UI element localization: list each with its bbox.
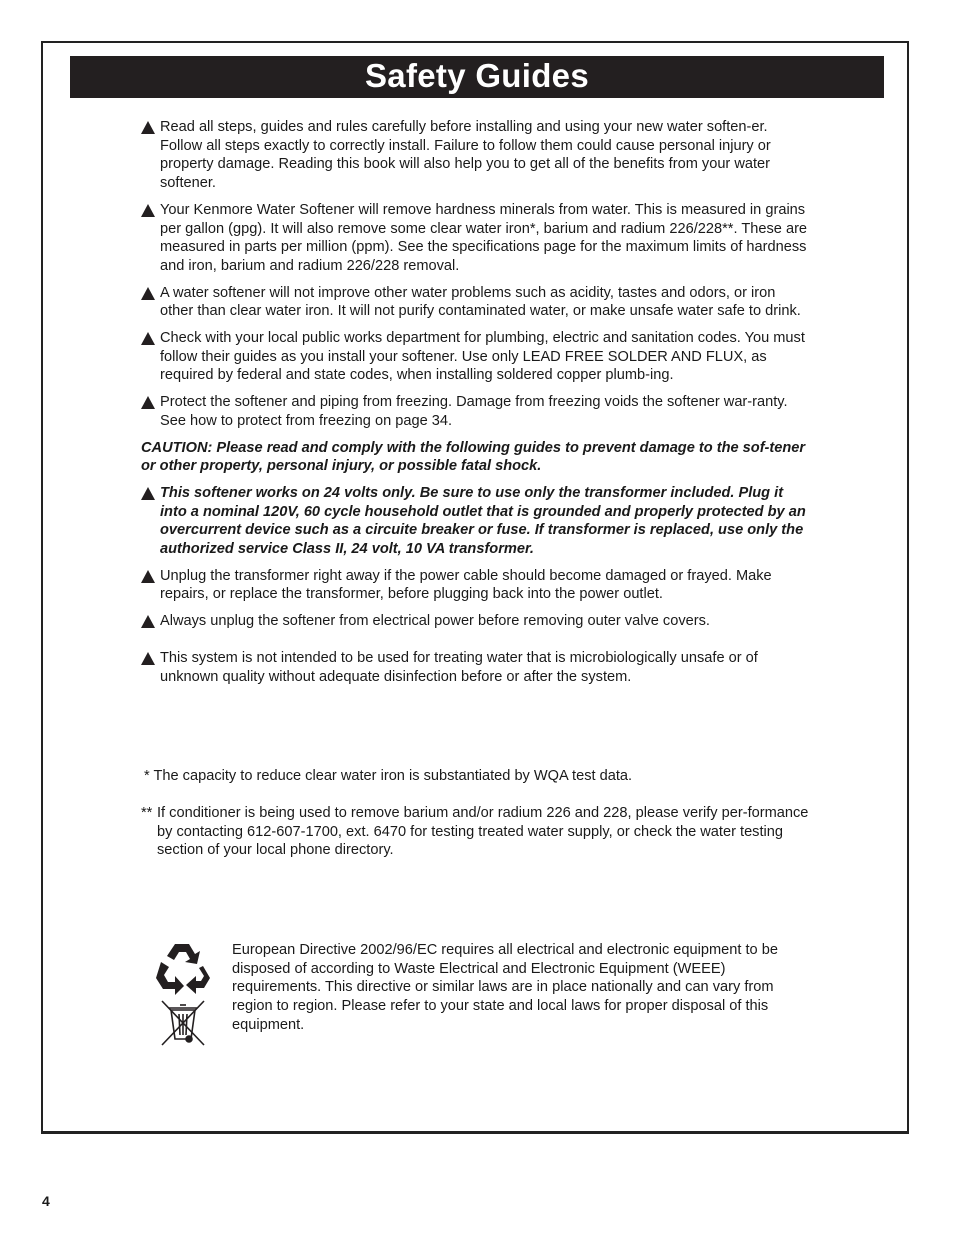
page-number: 4: [42, 1193, 50, 1209]
guide-item: [141, 118, 811, 193]
caution-item: [141, 612, 811, 631]
warning-triangle-icon: [141, 396, 155, 409]
guide-item-text: Protect the softener and piping from freezing. Damage from freezing voids the softener war-ranty. See how to protect from freezing on page 34.: [160, 394, 788, 429]
caution-item-text: Unplug the transformer right away if the power cable should become damaged or frayed. Make repairs, or replace the transformer, before plugging back into the power outlet.: [160, 567, 772, 603]
guide-item-text: Read all steps, guides and rules carefully before installing and using your new water soften-er. Follow all steps exactly to correctly install. Failure to follow them could cause personal injury or property damage. Reading this book will also help you to get all of the benefits from your water softener.: [160, 119, 771, 192]
caution-item: [141, 567, 811, 604]
footnote-marker: **: [141, 805, 153, 821]
guide-item-text: Check with your local public works department for plumbing, electric and sanitation codes. You must follow their guides as you install your softener. Use only LEAD FREE SOLDER AND FLUX, as required by federal and state codes, when installing soldered copper plumb-ing.: [160, 330, 805, 384]
footnote-barium: [141, 804, 811, 860]
page-title: Safety Guides: [70, 56, 884, 98]
guide-item: [141, 329, 811, 385]
warning-triangle-icon: [141, 570, 155, 583]
caution-item: [141, 484, 811, 559]
guide-item-text: A water softener will not improve other water problems such as acidity, tastes and odors, or iron other than clear water iron. It will not purify contaminated water, or make unsafe water safe to drink.: [160, 284, 801, 320]
weee-directive-text: European Directive 2002/96/EC requires all electrical and electronic equipment to be disposed of according to Waste Electrical and Electronic Equipment (WEEE) requirements. This directive or similar laws are in place nationally and can vary from region to region. Please refer to your state and local laws for proper disposal of this equipment.: [232, 942, 778, 1033]
footnote-iron: * The capacity to reduce clear water iron is substantiated by WQA test data.: [144, 768, 633, 784]
warning-triangle-icon: [141, 615, 155, 628]
footnote-barium-text: If conditioner is being used to remove barium and/or radium 226 and 228, please verify per-formance by contacting 612-607-1700, ext. 6470 for testing treated water supply, or check the water testing section of your local phone directory.: [157, 805, 809, 859]
caution-item-text: This system is not intended to be used for treating water that is microbiologically unsafe or of unknown quality without adequate disinfection before or after the system.: [160, 649, 758, 685]
caution-item: [141, 649, 811, 686]
guide-item: [141, 284, 811, 321]
guide-item: [141, 201, 811, 276]
recycle-icon: [153, 940, 213, 1048]
warning-triangle-icon: [141, 204, 155, 217]
warning-triangle-icon: [141, 332, 155, 345]
warning-triangle-icon: [141, 652, 155, 665]
caution-statement: CAUTION: Please read and comply with the following guides to prevent damage to the sof-tener or other property, personal injury, or possible fatal shock.: [141, 439, 806, 475]
warning-triangle-icon: [141, 287, 155, 300]
caution-item-text: Always unplug the softener from electrical power before removing outer valve covers.: [160, 613, 710, 630]
safety-guides-content: [141, 118, 811, 694]
weee-icons: [153, 940, 213, 1048]
caution-item-text: This softener works on 24 volts only. Be sure to use only the transformer included. Plug it into a nominal 120V, 60 cycle household outlet that is grounded and properly protected by an overcurrent device such as a circuite breaker or fuse. If transformer is replaced, use only the authorized service Class II, 24 volt, 10 VA transformer.: [160, 484, 806, 558]
warning-triangle-icon: [141, 487, 155, 500]
guide-item: [141, 393, 811, 430]
warning-triangle-icon: [141, 121, 155, 134]
guide-item-text: Your Kenmore Water Softener will remove hardness minerals from water. This is measured in grains per gallon (gpg). It will also remove some clear water iron*, barium and radium 226/228**. These are measured in parts per million (ppm). See the specifications page for the maximum limits of hardness and iron, barium and radium 226/228 removal.: [160, 201, 808, 274]
crossed-bin-icon: [162, 1001, 204, 1045]
